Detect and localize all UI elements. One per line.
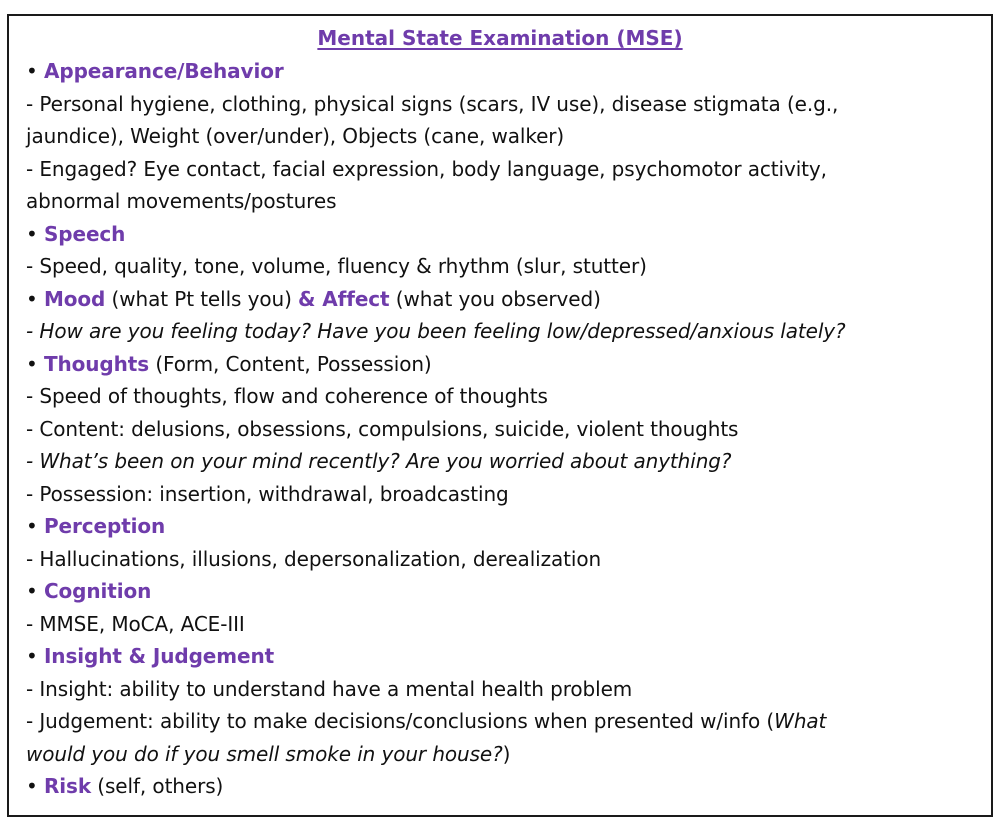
heading-risk: Risk [43, 774, 92, 798]
risk-note: (self, others) [91, 774, 224, 798]
bullet-icon: • [26, 351, 38, 376]
heading-affect: & Affect [298, 286, 390, 311]
thoughts-question: - What’s been on your mind recently? Are you worried about anything? [26, 449, 732, 473]
section-heading-insight [26, 640, 986, 673]
heading-speech: Speech [43, 221, 126, 246]
heading-cognition: Cognition [43, 579, 152, 603]
section-heading-risk [26, 770, 986, 803]
section-heading-cognition [26, 575, 986, 608]
heading-mood: Mood [43, 286, 106, 311]
appearance-line-4: abnormal movements/postures [26, 189, 337, 213]
thoughts-note: (Form, Content, Possession) [149, 351, 432, 376]
judgement-question-start: What [774, 709, 827, 733]
mood-note: (what Pt tells you) [105, 286, 299, 311]
insight-line-1: - Insight: ability to understand have a mental health problem [26, 676, 633, 701]
heading-thoughts: Thoughts [43, 351, 150, 376]
mood-question: - How are you feeling today? Have you been feeling low/depressed/anxious lately? [26, 319, 846, 343]
bullet-icon: • [26, 286, 38, 311]
judgement-line-1 [26, 705, 986, 738]
bullet-icon: • [26, 774, 38, 798]
section-heading-speech [26, 218, 986, 251]
thoughts-line-2: - Content: delusions, obsessions, compulsions, suicide, violent thoughts [26, 416, 739, 441]
thoughts-line-3: - Possession: insertion, withdrawal, broadcasting [26, 481, 509, 506]
judgement-close-paren: ) [502, 741, 511, 766]
section-heading-appearance [26, 55, 986, 88]
heading-perception: Perception [43, 514, 166, 538]
appearance-line-3: - Engaged? Eye contact, facial expression, body language, psychomotor activity, [26, 156, 827, 181]
cognition-line-1: - MMSE, MoCA, ACE-III [26, 611, 245, 636]
appearance-line-1: - Personal hygiene, clothing, physical signs (scars, IV use), disease stigmata (e.g., [26, 91, 839, 116]
bullet-icon: • [26, 221, 38, 246]
bullet-icon: • [26, 59, 38, 83]
appearance-line-2: jaundice), Weight (over/under), Objects (cane, walker) [26, 124, 565, 148]
judgement-question-end: would you do if you smell smoke in your house? [26, 741, 503, 766]
heading-appearance-behavior: Appearance/Behavior [43, 59, 284, 83]
speech-line-1: - Speed, quality, tone, volume, fluency & rhythm (slur, stutter) [26, 254, 647, 278]
mse-content [26, 55, 986, 803]
bullet-icon: • [26, 644, 38, 668]
thoughts-line-1: - Speed of thoughts, flow and coherence of thoughts [26, 384, 548, 408]
affect-note: (what you observed) [389, 286, 601, 311]
perception-line-1: - Hallucinations, illusions, depersonalization, derealization [26, 546, 602, 571]
judgement-line-2 [26, 738, 986, 771]
page-title: Mental State Examination (MSE) [317, 26, 683, 50]
section-heading-perception [26, 510, 986, 543]
bullet-icon: • [26, 579, 38, 603]
judgement-text: - Judgement: ability to make decisions/conclusions when presented w/info ( [26, 709, 775, 733]
section-heading-thoughts [26, 348, 986, 381]
bullet-icon: • [26, 514, 38, 538]
heading-insight-judgement: Insight & Judgement [43, 644, 275, 668]
section-heading-mood [26, 283, 986, 316]
